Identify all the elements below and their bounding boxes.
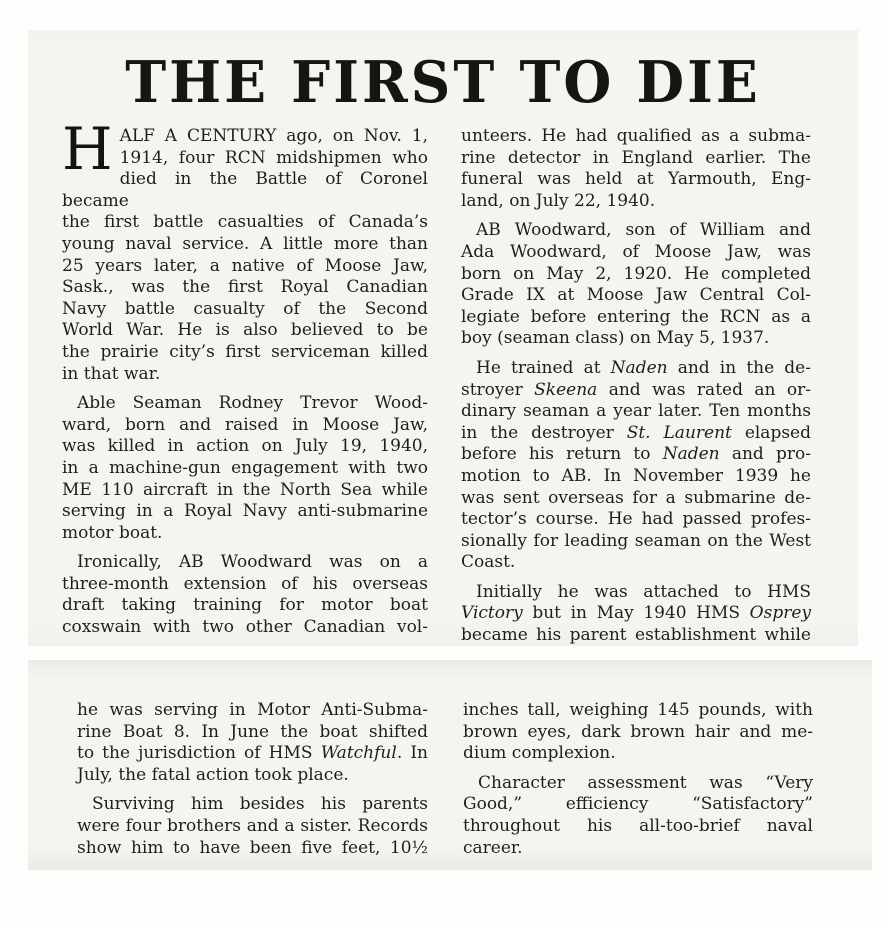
text-line: in a machine-gun engagement with two <box>62 457 428 478</box>
paragraph <box>461 582 811 647</box>
paragraph <box>77 700 428 786</box>
text-line: Navy battle casualty of the Second <box>62 298 428 319</box>
text-line: the first battle casualties of Canada’s <box>62 212 428 233</box>
paragraph <box>62 393 428 544</box>
text-line: dinary seaman a year later. Ten months <box>461 401 811 422</box>
text-line: 1914, four RCN midshipmen who <box>119 147 428 168</box>
text-line: Grade IX at Moose Jaw Central Col- <box>461 285 811 306</box>
text-column <box>463 700 813 859</box>
text-line: rine detector in England earlier. The <box>461 147 811 168</box>
text-column <box>77 700 428 859</box>
paragraph <box>461 220 811 350</box>
paragraph <box>463 700 813 765</box>
text-line: career. <box>463 837 523 858</box>
text-line: died in the Battle of Coronel became <box>62 169 428 211</box>
text-line: Sask., was the first Royal Canadian <box>62 277 428 298</box>
text-line: Ironically, AB Woodward was on a <box>77 552 428 573</box>
article-bottom-fragment <box>28 660 872 870</box>
text-line: Initially he was attached to HMS <box>476 581 811 602</box>
text-line: Character assessment was “Very <box>478 772 813 793</box>
text-line: was killed in action on July 19, 1940, <box>62 436 428 457</box>
paragraph <box>461 358 811 574</box>
text-line: ward, born and raised in Moose Jaw, <box>62 414 428 435</box>
text-column <box>62 115 428 647</box>
bottom-columns <box>28 660 872 859</box>
article-top-fragment <box>28 30 858 646</box>
paragraph <box>62 552 428 638</box>
text-line: rine Boat 8. In June the boat shifted <box>77 721 428 742</box>
text-line: was sent overseas for a submarine de- <box>461 487 811 508</box>
text-line: AB Woodward, son of William and <box>476 220 811 241</box>
paragraph <box>461 126 811 212</box>
text-line: born on May 2, 1920. He completed <box>461 263 811 284</box>
text-line: the prairie city’s first serviceman killed <box>62 341 428 362</box>
text-line: unteers. He had qualified as a subma- <box>461 126 811 146</box>
text-line: were four brothers and a sister. Records <box>77 815 428 836</box>
text-line: funeral was held at Yarmouth, Eng- <box>461 169 811 190</box>
text-line: land, on July 22, 1940. <box>461 190 656 211</box>
text-line: He trained at Naden and in the de- <box>476 357 811 378</box>
text-line: boy (seaman class) on May 5, 1937. <box>461 328 770 349</box>
text-line: July, the fatal action took place. <box>77 764 349 785</box>
text-line: Able Seaman Rodney Trevor Wood- <box>77 393 428 414</box>
text-line: 25 years later, a native of Moose Jaw, <box>62 255 428 276</box>
text-line: Ada Woodward, of Moose Jaw, was <box>461 241 811 262</box>
text-line: motion to AB. In November 1939 he <box>461 465 811 486</box>
text-line: in that war. <box>62 363 161 384</box>
drop-cap: H <box>62 115 113 183</box>
paragraph <box>77 794 428 859</box>
text-line: inches tall, weighing 145 pounds, with <box>463 700 813 720</box>
text-line: in the destroyer St. Laurent elapsed <box>461 422 811 443</box>
article-title: THE FIRST TO DIE <box>125 47 761 116</box>
text-line: brown eyes, dark brown hair and me- <box>463 721 813 742</box>
paragraph <box>463 773 813 859</box>
text-line: three-month extension of his overseas <box>62 573 428 594</box>
text-line: sionally for leading seaman on the West <box>461 530 811 551</box>
text-column <box>461 126 811 647</box>
text-line: motor boat. <box>62 522 163 543</box>
text-line: serving in a Royal Navy anti-submarine <box>62 501 428 522</box>
text-line: stroyer Skeena and was rated an or- <box>461 379 811 400</box>
text-line: show him to have been five feet, 10½ <box>77 837 428 858</box>
text-line: Coast. <box>461 552 516 573</box>
text-line: he was serving in Motor Anti-Subma- <box>77 700 428 720</box>
top-columns <box>28 115 858 647</box>
text-line: Good,” efficiency “Satisfactory” <box>463 794 813 815</box>
text-line: World War. He is also believed to be <box>62 320 428 341</box>
text-line: coxswain with two other Canadian vol- <box>62 617 428 638</box>
text-line: dium complexion. <box>463 743 616 764</box>
text-line: draft taking training for motor boat <box>62 595 428 616</box>
paragraph <box>62 115 428 385</box>
text-line: young naval service. A little more than <box>62 233 428 254</box>
text-line: Victory but in May 1940 HMS Osprey <box>461 603 811 624</box>
text-line: throughout his all-too-brief naval <box>463 815 813 836</box>
text-line: Surviving him besides his parents <box>92 794 428 815</box>
text-line: became his parent establishment while <box>461 625 811 646</box>
text-line: to the jurisdiction of HMS Watchful. In <box>77 743 428 764</box>
text-line: tector’s course. He had passed profes- <box>461 509 811 530</box>
text-line: before his return to Naden and pro- <box>461 444 811 465</box>
text-line: ALF A CENTURY ago, on Nov. 1, <box>119 126 428 146</box>
text-line: legiate before entering the RCN as a <box>461 306 811 327</box>
text-line: ME 110 aircraft in the North Sea while <box>62 479 428 500</box>
